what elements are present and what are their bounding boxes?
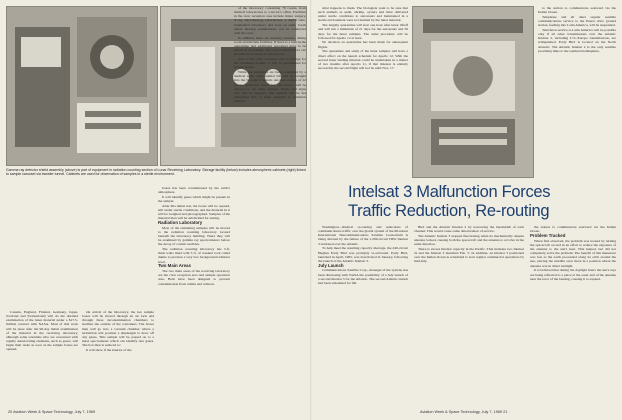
paragraph: Canada, England, Finland, Germany, Japan, Scotland and Switzerland) will do the detailed examination of the lunar material under a $17.5-million contract with NASA. Most of this work will be done after the 90-day initial examination of the material in the receiving laboratory, although some scientists who are concerned with rapidly deteriorating elements, such as gases, will begin their tasks as soon as the sample boxes are opened. <box>6 310 78 352</box>
paragraph: Television service to Latin America will be possible only if all other transmissions over the Atlantic Intelsat 2, including U.S.-Europe transmissions, are relinquished. Early Bird is located on the North Atlantic. The Atlantic Intelsat 2 is the only satellite providing links to the southern hemisphere. <box>538 27 616 53</box>
left-column-3 <box>158 186 230 406</box>
paragraph: While the astronauts are being examined by a medical team, other animal life will be brought into the biological system. Another section of 22 rooms, germ-free mice, fish and insects will be exposed to the lunar samples. Plants and algae also will be exposed. The animals will be fed pulverized bits of lunar material as scientists observe <box>234 70 306 104</box>
paragraph: Telephone and all other regular satellite communications service to the Puerto Rico ground station, feeding into Latin America, will be suspended. <box>538 14 616 28</box>
article-headline: Intelsat 3 Malfunction Forces Traffic Reduction, Re-routing <box>348 183 551 220</box>
right-column-1 <box>318 6 408 176</box>
left-column-4 <box>234 6 306 406</box>
page-gutter <box>310 0 312 420</box>
paragraph: the station to communicate eastward via the Indian Ocean. <box>530 225 616 234</box>
subheading: Two Main Areas <box>158 263 191 269</box>
paragraph: of the laboratory containing 78 rooms, from medical laboratories to a doctor's office. Facilities in the crew reception area include minor surgery, X-ray, microbiology laboratories, a dental suite, biomedical laboratory and even an audio booth where hearing examinations can be conducted with the crew. <box>234 6 306 35</box>
paragraph: The lengthy quarantine will start one hour after lunar liftoff and will run a minimum of 21 days for the astronauts and 50 days for the lunar samples. The same procedure will be followed for Apollo 12 at least. <box>318 23 408 40</box>
paragraph: Bird and the Atlantic Intelsat 2 by narrowing the bandwidth of each channel. This would cause some deterioration of service. <box>414 225 524 234</box>
paragraph: On arrival of the laboratory, the two sample boxes will be moved through an air lock and through three decontamination chambers to sterilize the outside of the containers. The boxes then will go into a vacuum chamber where a technician will position a diaphragm to draw off any gases. This sample will be passed on to a mass spectrometer which can identify rare gases. The box then is reduced to: <box>82 310 154 348</box>
paragraph: In addition, there are sleeping quarters, dining room and kitchen facilities. If there is a leak in the quarantine and additional personnel have to be placed in quarantine, the crew reception area can provide for as many as 120 persons. <box>234 35 306 57</box>
subheading: Problem Tracked <box>530 232 566 238</box>
paragraph: When first observed, the problem was treated by turning the spacecraft on end in an effort to reduce the exposure of the antenna to the sun's heat. This helped, but did not completely solve the problem. The benefit of this maneuver was lost as the earth proceeded along its orbit around the sun, placing the satellite once more in a position where the antenna was in direct sunlight. <box>530 238 616 268</box>
right-column-3 <box>318 225 408 405</box>
paragraph: what happens to them. The biologists want to be sure that such animals as quail, shrimp, oysters and mice delivered under sterile conditions to astronauts and maintained in a sterile environment were not harmed by the lunar material. <box>318 6 408 23</box>
detector-shield-illustration <box>7 7 157 165</box>
paragraph: It will identify gases which might be present in the sample. <box>158 194 230 204</box>
paragraph: Communications Satellite Corp., manager of the system, has been discussing with NASA the possibility of a July launch of a second Intelsat 3 for the Atlantic. The second Atlantic launch had been scheduled for fall. <box>318 268 408 285</box>
left-column-2 <box>82 310 154 405</box>
paragraph: There is excess Intelsat capacity in the Pacific. This includes two Intelsat 2s and the Intelsat 3 launched Feb. 5. In addition, an Intelsat 3 positioned over the Indian Ocean is scheduled to start regular commercial operations by mid-July. <box>414 246 524 264</box>
right-column-5 <box>530 225 616 405</box>
subheading: Radiation Laboratory <box>158 220 203 226</box>
paragraph: to the station to communicate eastward via the Indian Ocean. <box>538 6 616 15</box>
paragraph: After this initial test, the boxes will be opened, still under sterile conditions, and the material in it will be weighed and photographed. Samples of the material then will be subdivided for testing. <box>158 203 230 221</box>
right-column-2 <box>538 6 616 176</box>
paragraph: To help meet the resulting capacity shortage, the 240-circuit Hughes Early Bird was promptly re-activated. Early Bird, launched in April, 1965, was deactivated in January, following the launch of the Atlantic Intelsat 3. <box>318 246 408 263</box>
paragraph: Also in the crew reception area is storage for the command module. It will be quarantined for several weeks. <box>234 57 306 70</box>
paragraph: boxes has been contaminated by the earth's atmosphere. <box>158 186 230 195</box>
paragraph: Most of the remaining samples will be moved to the radiation counting laboratory located beneath the laboratory building. There they will be examined by gamma ray spectrometers before the decay of cosmic nuclides. <box>158 225 230 247</box>
intelsat-photo <box>412 6 534 178</box>
paragraph: It will show if the interior of the <box>86 348 132 352</box>
photo-caption: Gamma ray detector shield assembly (above) is part of equipment in radiation counting section of Lunar Receiving Laboratory. Storage facility (below) includes atmospheric cabinets (right) linked to sample carousel via transfer tunnel. Cabinets are used for observation of samples in a sterile environment. <box>6 168 306 177</box>
paragraph: The two main areas of the receiving laboratory are the crew reception area and sample operation area. Both have been designed to prevent contamination from within and without. <box>158 269 230 286</box>
right-footer: Aviation Week & Space Technology, July 7, 1969 21 <box>420 410 508 414</box>
satellite-equipment-illustration <box>413 7 533 177</box>
right-column-4 <box>414 225 524 405</box>
paragraph: Washington—Radical re-routing and reductions of communications traffic over the global system of the 68-nation International Telecommunications Satellite Consortium is being dictated by the failure of the 1,200-circuit TRW Intelsat 3 stationed over the Atlantic. <box>318 225 408 246</box>
detector-shield-photo <box>6 6 158 166</box>
paragraph: The Atlantic Intelsat 3 stopped functioning when its mechanically despun antenna locked, causing both the spacecraft and the antenna to revolve in the same direction. <box>414 233 524 247</box>
paragraph: It is believed that during the daylight hours the sun's rays are being reflected to a place at the outer end of the antenna near the rotor of the bearing, causing it to expand. <box>530 268 616 281</box>
paragraph: The radiation counting laboratory has 5-ft. thick walls lined with 3 ft. of crushed rock called dunite to produce a very low background radiation level. <box>158 247 230 264</box>
paragraph: No decision on quarantine has been made for subsequent flights. <box>318 40 408 49</box>
paragraph: The quarantine and study of the lunar samples will have a direct effect on the launch schedule for Apollo 12. With the second lunar landing mission could be undertaken in a matter of two months after Apollo 11, if that mission is entirely successful, the second flight will not be until Nov. 17. <box>318 49 408 70</box>
left-footer: 20 Aviation Week & Space Technology, July 7, 1969 <box>8 410 96 414</box>
left-column-1 <box>6 310 78 405</box>
subheading: July Launch <box>318 262 344 268</box>
